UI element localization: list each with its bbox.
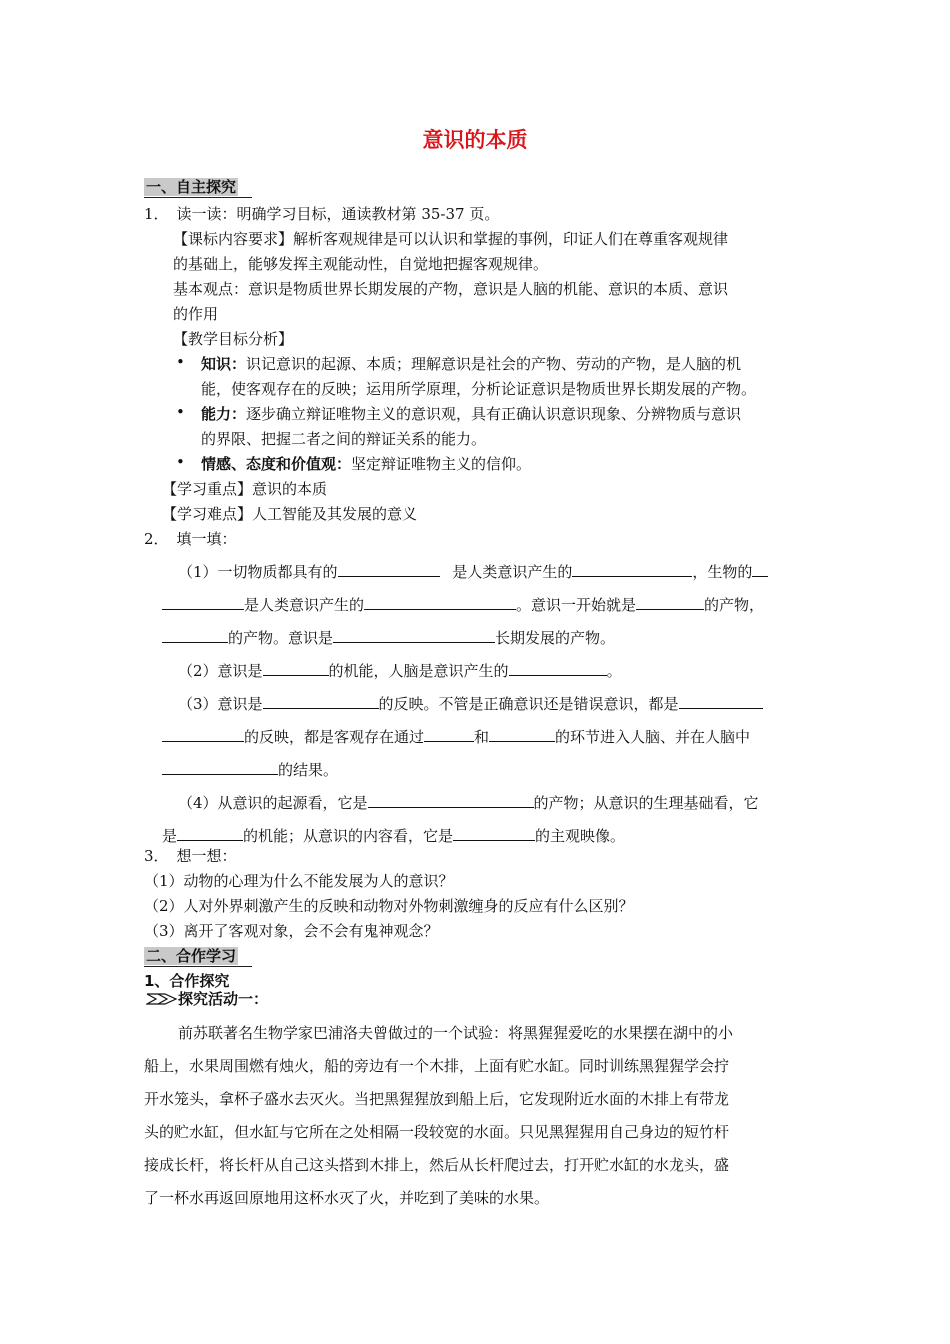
bullet-icon: •: [176, 453, 185, 471]
question-text: 。: [606, 662, 622, 680]
question-text: （3）意识是: [178, 695, 263, 713]
section-heading-text: 二、合作学习: [146, 947, 237, 965]
question-text: 是人类意识产生的: [244, 596, 365, 614]
subsection-heading: 1、合作探究: [144, 972, 230, 990]
item-text: 读一读：明确学习目标，通读教材第 35-37 页。: [176, 205, 500, 223]
question-text: 的环节进入人脑、并在人脑中: [555, 728, 751, 746]
item-number: 1．: [144, 205, 169, 223]
paragraph-line: 接成长杆，将长杆从自己这头搭到木排上，然后从长杆爬过去，打开贮水缸的水龙头，盛: [144, 1156, 730, 1174]
question-text: 的反映。不管是正确意识还是错误意识，都是: [378, 695, 679, 713]
goal-label: 知识：: [201, 355, 247, 373]
goal-analysis-heading: 【教学目标分析】: [173, 330, 294, 348]
blank-field[interactable]: [636, 594, 704, 610]
standard-requirement-line: 的基础上，能够发挥主观能动性，自觉地把握客观规律。: [173, 255, 549, 273]
goal-line: [201, 403, 741, 425]
goal-label: 能力：: [201, 405, 247, 423]
question-text: 和: [474, 728, 490, 746]
question-text: ，生物的: [692, 563, 753, 581]
paragraph-line: 船上，水果周围燃有烛火，船的旁边有一个木排，上面有贮水缸。同时训练黑猩猩学会拧: [144, 1057, 730, 1075]
paragraph-line: 前苏联著名生物学家巴浦洛夫曾做过的一个试验：将黑猩猩爱吃的水果摆在湖中的小: [178, 1024, 734, 1042]
page-title: 意识的本质: [422, 128, 528, 152]
fill-question-4-cont: [162, 825, 625, 847]
goal-line-cont: 的界限、把握二者之间的辩证关系的能力。: [201, 430, 487, 448]
goal-line: [201, 453, 531, 475]
fill-question-4: [178, 792, 759, 814]
fill-question-1: [178, 561, 768, 583]
section-divider: [144, 966, 252, 967]
question-text: （2）意识是: [178, 662, 263, 680]
question-text: 长期发展的产物。: [495, 629, 616, 647]
question-text: 的反映，都是客观存在通过: [244, 728, 425, 746]
question-text: 的主观映像。: [535, 827, 626, 845]
blank-field[interactable]: [162, 726, 244, 742]
item-2: [144, 528, 237, 550]
question-text: （1）一切物质都具有的: [178, 563, 338, 581]
question-text: 的结果。: [278, 761, 339, 779]
goal-label: 情感、态度和价值观：: [201, 455, 352, 473]
bullet-icon: •: [176, 353, 185, 371]
blank-field[interactable]: [424, 726, 474, 742]
blank-field[interactable]: [162, 627, 228, 643]
question-text: 的机能，人脑是意识产生的: [328, 662, 509, 680]
blank-field[interactable]: [368, 792, 534, 808]
blank-field[interactable]: [338, 561, 440, 577]
item-3: [144, 845, 237, 867]
section-heading-text: 一、自主探究: [146, 178, 237, 196]
blank-field[interactable]: [489, 726, 555, 742]
think-question: （3）离开了客观对象，会不会有鬼神观念？: [144, 922, 439, 940]
goal-text: 识记意识的起源、本质；理解意识是社会的产物、劳动的产物，是人脑的机: [246, 355, 742, 373]
standard-requirement-line: 【课标内容要求】解析客观规律是可以认识和掌握的事例，印证人们在尊重客观规律: [173, 230, 729, 248]
question-text: 是人类意识产生的: [452, 563, 573, 581]
question-text: 。意识一开始就是: [516, 596, 637, 614]
question-text: 的产物。意识是: [228, 629, 334, 647]
arrow-bullet-icon: [146, 991, 178, 1007]
blank-field[interactable]: [453, 825, 535, 841]
blank-field[interactable]: [752, 561, 768, 577]
question-text: （4）从意识的起源看，它是: [178, 794, 368, 812]
section-divider: [144, 197, 252, 198]
item-text: 想一想：: [176, 847, 237, 865]
question-text: 的产物；从意识的生理基础看，它: [533, 794, 759, 812]
goal-line: [201, 353, 741, 375]
activity-heading: 探究活动一：: [178, 990, 269, 1008]
fill-question-2: [178, 660, 622, 682]
blank-field[interactable]: [679, 693, 763, 709]
blank-field[interactable]: [572, 561, 692, 577]
goal-line-cont: 能，使客观存在的反映；运用所学原理，分析论证意识是物质世界长期发展的产物。: [201, 380, 757, 398]
paragraph-line: 头的贮水缸，但水缸与它所在之处相隔一段较宽的水面。只见黑猩猩用自己身边的短竹杆: [144, 1123, 730, 1141]
goal-text: 逐步确立辩证唯物主义的意识观，具有正确认识意识现象、分辨物质与意识: [246, 405, 742, 423]
question-text: 的产物，: [704, 596, 765, 614]
blank-field[interactable]: [162, 594, 244, 610]
blank-field[interactable]: [263, 693, 379, 709]
item-number: 2．: [144, 530, 169, 548]
question-text: 的机能；从意识的内容看，它是: [243, 827, 454, 845]
blank-field[interactable]: [162, 759, 278, 775]
fill-question-3: [178, 693, 763, 715]
item-number: 3．: [144, 847, 169, 865]
fill-question-1-cont: [162, 594, 764, 616]
section-heading-1: [144, 176, 238, 198]
think-question: （2）人对外界刺激产生的反映和动物对外物刺激缠身的反应有什么区别？: [144, 897, 634, 915]
paragraph-line: 了一杯水再返回原地用这杯水灭了火，并吃到了美味的水果。: [144, 1189, 550, 1207]
goal-text: 坚定辩证唯物主义的信仰。: [351, 455, 532, 473]
learning-focus: 【学习重点】意识的本质: [162, 480, 328, 498]
blank-field[interactable]: [509, 660, 607, 676]
item-1: [144, 203, 499, 225]
basic-viewpoint-line: 的作用: [173, 305, 219, 323]
bullet-icon: •: [176, 403, 185, 421]
paragraph-line: 开水笼头，拿杯子盛水去灭火。当把黑猩猩放到船上后，它发现附近水面的木排上有带龙: [144, 1090, 730, 1108]
blank-field[interactable]: [177, 825, 243, 841]
item-text: 填一填：: [176, 530, 237, 548]
basic-viewpoint-line: 基本观点：意识是物质世界长期发展的产物，意识是人脑的机能、意识的本质、意识: [173, 280, 729, 298]
question-text: 是: [162, 827, 178, 845]
learning-difficulty: 【学习难点】人工智能及其发展的意义: [162, 505, 418, 523]
think-question: （1）动物的心理为什么不能发展为人的意识？: [144, 872, 454, 890]
blank-field[interactable]: [333, 627, 495, 643]
fill-question-1-cont: [162, 627, 615, 649]
fill-question-3-cont: [162, 759, 338, 781]
blank-field[interactable]: [263, 660, 329, 676]
section-heading-2: [144, 945, 238, 967]
blank-field[interactable]: [364, 594, 516, 610]
fill-question-3-cont: [162, 726, 750, 748]
